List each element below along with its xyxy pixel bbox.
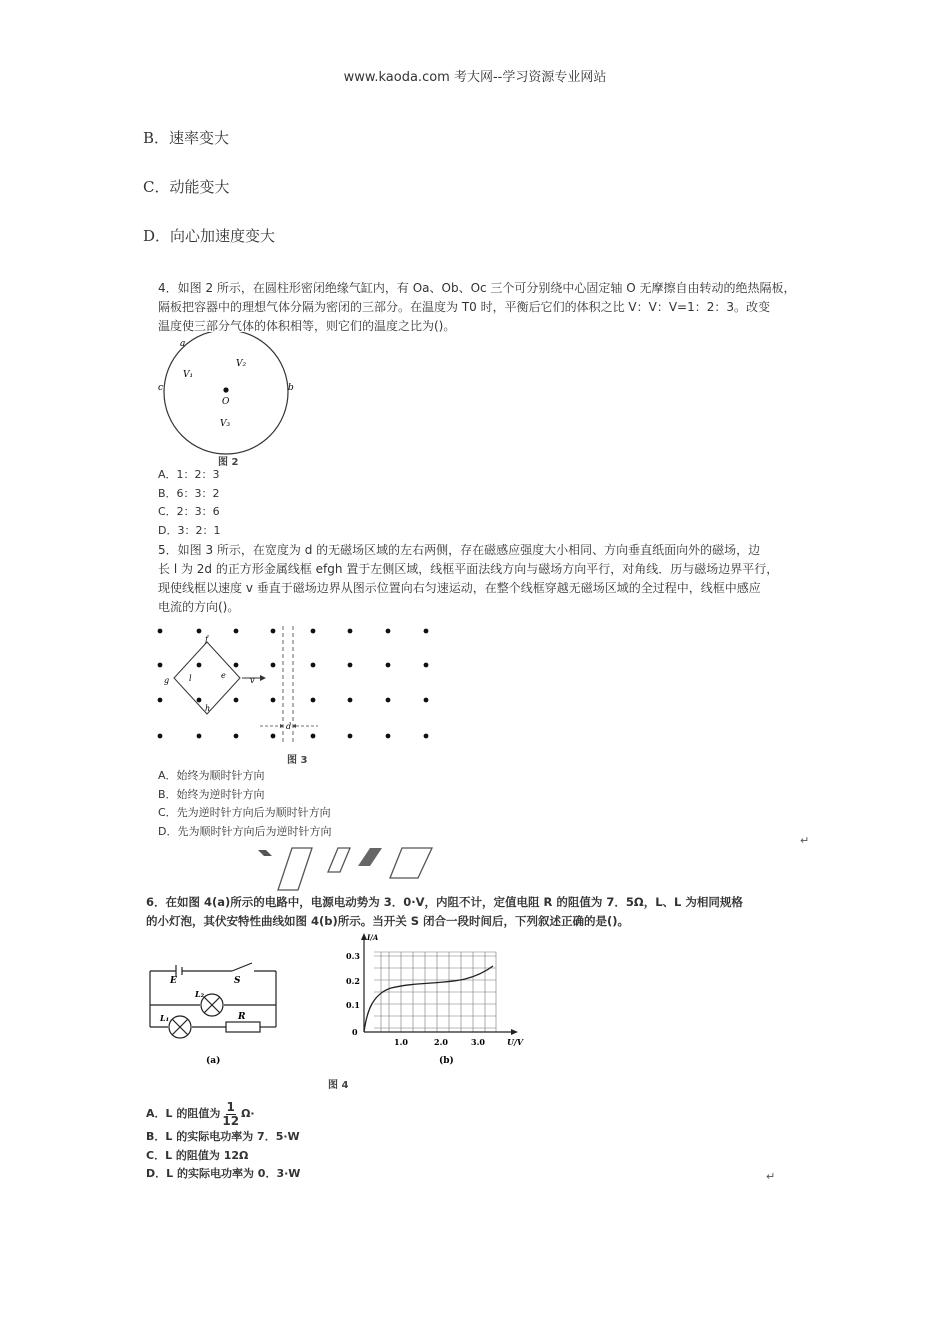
figure-4b-iv-graph [335, 930, 535, 1070]
fraction-numerator: 1 [226, 1099, 235, 1114]
scan-artifact [250, 842, 440, 892]
xtick-2-0: 2.0 [434, 1037, 448, 1047]
figure-3-caption: 图 3 [287, 755, 308, 766]
question-4-text [158, 279, 798, 336]
label-v: v [250, 676, 255, 685]
q6-option-a [146, 1098, 255, 1130]
xtick-3-0: 3.0 [471, 1037, 485, 1047]
label-L1: L₁ [160, 1013, 170, 1023]
q5-line-1: 5．如图 3 所示，在宽度为 d 的无磁场区域的左右两侧，存在磁感应强度大小相同、方向垂直纸面向外的磁场，边 [158, 543, 761, 557]
label-b: b [288, 383, 294, 393]
q6-options-rest [146, 1128, 300, 1184]
q5-option-a: A．始终为顺时针方向 [158, 769, 265, 782]
q5-option-d: D．先为顺时针方向后为逆时针方向 [158, 824, 332, 838]
q6-option-c: C．L 的阻值为 12Ω [146, 1148, 249, 1162]
label-L2: L₂ [195, 989, 205, 999]
label-a: a [180, 339, 186, 349]
q6-line-1: 6．在如图 4(a)所示的电路中，电源电动势为 3．0·V，内阻不计，定值电阻 R 的阻值为 7．5Ω，L、L 为相同规格 [146, 895, 743, 909]
ytick-0-2: 0.2 [346, 976, 360, 986]
graph-xlabel: U/V [507, 1037, 524, 1047]
site-header: www.kaoda.com 考大网--学习资源专业网站 [343, 70, 607, 85]
figure-2-caption: 图 2 [218, 457, 239, 468]
q4-option-c: C．2：3：6 [158, 505, 220, 518]
return-mark-q6: ↵ [766, 1170, 776, 1183]
q5-line-2: 长 l 为 2d 的正方形金属线框 efgh 置于左侧区域，线框平面法线方向与磁场方向平行，对角线．历与磁场边界平行， [158, 562, 779, 576]
fraction-denominator: 12 [222, 1113, 240, 1128]
label-e: e [221, 671, 226, 680]
figure-4a-circuit [140, 955, 290, 1067]
label-o: O [222, 397, 230, 407]
q6-option-d: D．L 的实际电功率为 0．3·W [146, 1167, 301, 1180]
label-f: f [205, 635, 208, 644]
label-c: c [158, 383, 164, 393]
q4-option-a: A．1：2：3 [158, 468, 220, 481]
xtick-1-0: 1.0 [394, 1037, 408, 1047]
q5-option-b: B．始终为逆时针方向 [158, 787, 265, 801]
q6-option-a-unit: Ω· [241, 1106, 255, 1120]
option-b-prev: B．速率变大 [143, 129, 230, 147]
graph-ylabel: I/A [367, 933, 379, 942]
label-R: R [238, 1012, 246, 1022]
q5-line-3: 现使线框以速度 v 垂直于磁场边界从图示位置向右匀速运动，在整个线框穿越无磁场区域的全过程中，线框中感应 [158, 581, 761, 595]
q4-line-3: 温度使三部分气体的体积相等，则它们的温度之比为()。 [158, 319, 456, 333]
option-d-prev: D．向心加速度变大 [143, 227, 276, 245]
label-sub-b: (b) [439, 1056, 454, 1066]
label-sub-a: (a) [206, 1056, 221, 1066]
ytick-0: 0 [352, 1027, 358, 1037]
question-5-text [158, 541, 798, 617]
label-v2: V₂ [236, 359, 247, 369]
figure-2-cylinder [150, 332, 310, 472]
q6-line-2: 的小灯泡，其伏安特性曲线如图 4(b)所示。当开关 S 闭合一段时间后，下列叙述正确的是()。 [146, 914, 630, 928]
fraction [222, 1101, 239, 1128]
label-v3: V₃ [220, 419, 231, 429]
q5-line-4: 电流的方向()。 [158, 600, 240, 614]
q4-line-2: 隔板把容器中的理想气体分隔为密闭的三部分。在温度为 T0 时，平衡后它们的体积之比 V：V：V=1：2：3。改变 [158, 300, 770, 314]
q5-options [158, 767, 331, 841]
q5-option-c: C．先为逆时针方向后为顺时针方向 [158, 806, 331, 819]
question-6-text [146, 893, 796, 931]
q6-option-b: B．L 的实际电功率为 7．5·W [146, 1130, 300, 1143]
label-l: l [189, 674, 192, 683]
q4-option-d: D．3：2：1 [158, 523, 221, 537]
label-S: S [234, 976, 241, 986]
ytick-0-3: 0.3 [346, 951, 360, 961]
q4-options [158, 466, 220, 540]
q4-option-b: B．6：3：2 [158, 486, 220, 500]
figure-3-magnetic-field [150, 620, 450, 752]
figure-4-caption: 图 4 [328, 1080, 349, 1091]
q4-line-1: 4．如图 2 所示，在圆柱形密闭绝缘气缸内，有 Oa、Ob、Oc 三个可分别绕中心固定轴 O 无摩擦自由转动的绝热隔板， [158, 281, 796, 295]
label-E: E [170, 976, 177, 986]
label-d: d [286, 722, 292, 731]
q6-option-a-prefix: A．L 的阻值为 [146, 1106, 221, 1120]
ytick-0-1: 0.1 [346, 1000, 360, 1010]
label-h: h [205, 704, 211, 713]
return-mark-q5: ↵ [800, 834, 810, 847]
label-g: g [164, 676, 170, 685]
option-c-prev: C．动能变大 [143, 178, 230, 196]
label-v1: V₁ [183, 370, 194, 380]
